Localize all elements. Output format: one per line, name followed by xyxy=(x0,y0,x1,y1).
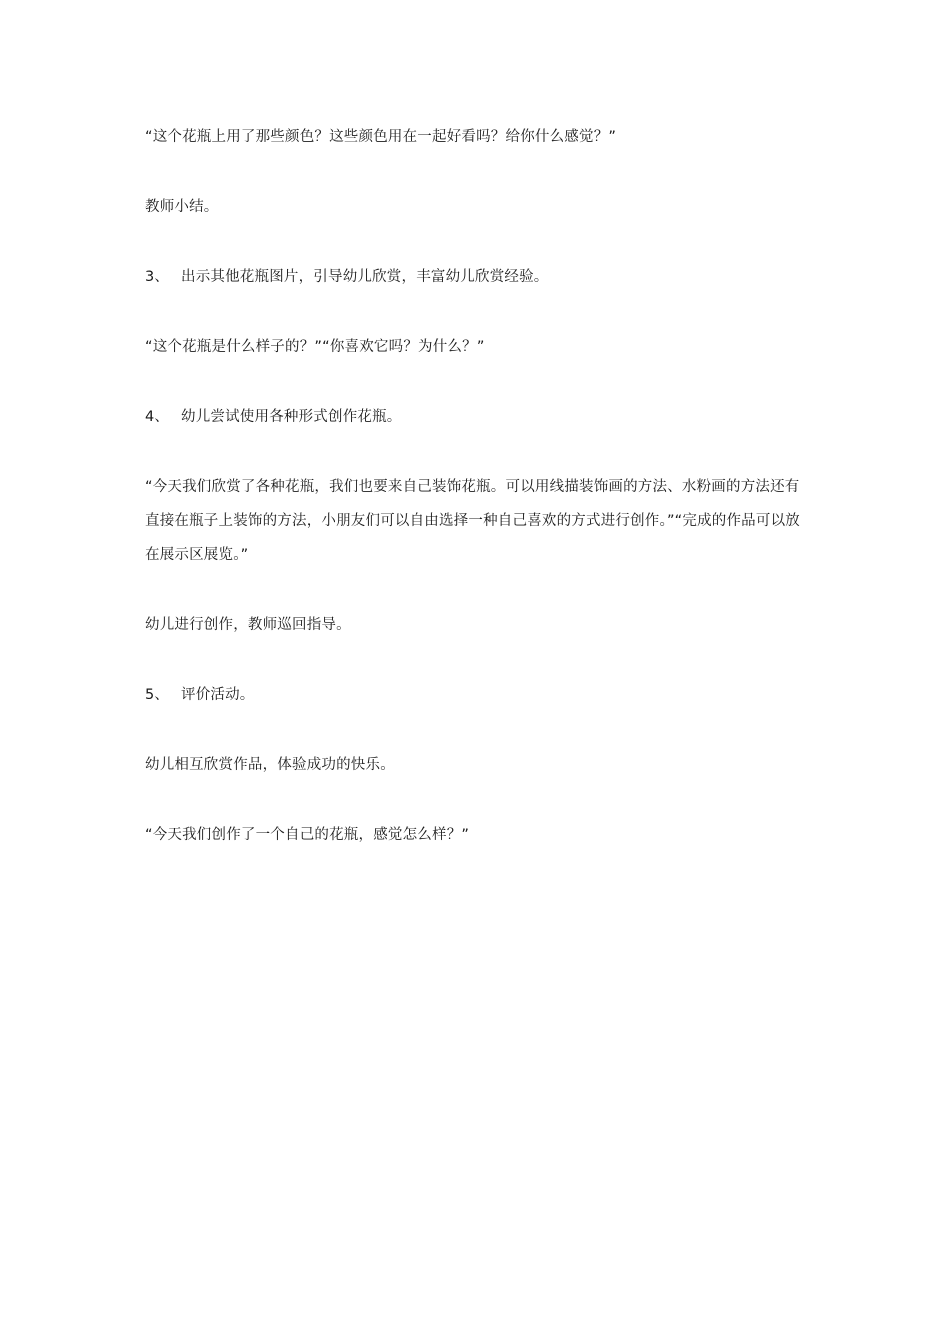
document-body xyxy=(145,120,810,888)
step-text: 出示其他花瓶图片，引导幼儿欣赏，丰富幼儿欣赏经验。 xyxy=(181,269,549,285)
paragraph-question-shape: “这个花瓶是什么样子的？”“你喜欢它吗？为什么？” xyxy=(145,339,485,355)
paragraph-closing-question: “今天我们创作了一个自己的花瓶，感觉怎么样？” xyxy=(145,827,470,843)
step-3 xyxy=(145,260,810,294)
step-5 xyxy=(145,678,810,712)
step-number: 5、 xyxy=(145,687,170,703)
paragraph-teacher-summary: 教师小结。 xyxy=(145,199,219,215)
paragraph-creation-instructions: “今天我们欣赏了各种花瓶，我们也要来自己装饰花瓶。可以用线描装饰画的方法、水粉画的方法还有直接在瓶子上装饰的方法，小朋友们可以自由选择一种自己喜欢的方式进行创作。”“完成的作品可以放在展示区展览。” xyxy=(145,479,800,563)
step-text: 评价活动。 xyxy=(181,687,255,703)
paragraph-children-create: 幼儿进行创作，教师巡回指导。 xyxy=(145,617,351,633)
step-number: 3、 xyxy=(145,269,170,285)
step-number: 4、 xyxy=(145,409,170,425)
step-text: 幼儿尝试使用各种形式创作花瓶。 xyxy=(181,409,402,425)
paragraph-mutual-appreciation: 幼儿相互欣赏作品，体验成功的快乐。 xyxy=(145,757,395,773)
paragraph-question-colors: “这个花瓶上用了那些颜色？这些颜色用在一起好看吗？给你什么感觉？” xyxy=(145,129,617,145)
step-4 xyxy=(145,400,810,434)
